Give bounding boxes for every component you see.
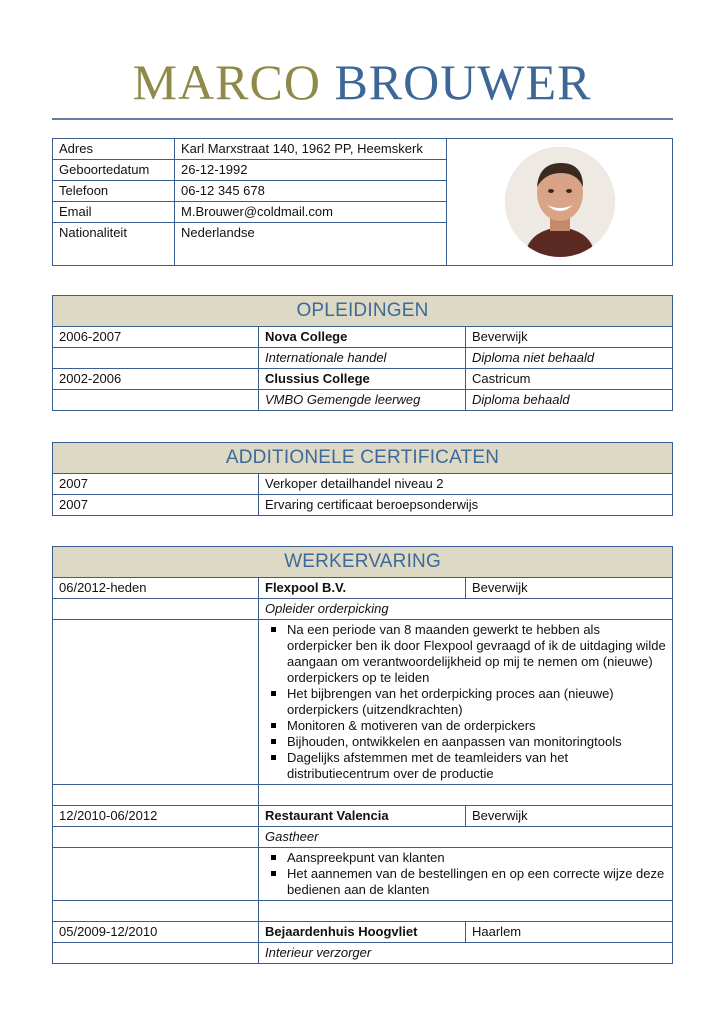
personal-value: Karl Marxstraat 140, 1962 PP, Heemskerk (175, 139, 447, 160)
personal-label: Telefoon (53, 181, 175, 202)
photo-cell (447, 139, 673, 266)
certificate-name: Verkoper detailhandel niveau 2 (259, 474, 673, 495)
job-tasks (259, 848, 673, 901)
empty-cell (53, 390, 259, 411)
candidate-name (0, 52, 724, 112)
certificate-year: 2007 (53, 474, 259, 495)
personal-value: 26-12-1992 (175, 160, 447, 181)
personal-label: Nationaliteit (53, 223, 175, 266)
job-place: Haarlem (466, 922, 673, 943)
job-company: Flexpool B.V. (259, 578, 466, 599)
personal-value: Nederlandse (175, 223, 447, 266)
education-result: Diploma niet behaald (466, 348, 673, 369)
education-place: Castricum (466, 369, 673, 390)
empty-cell (53, 348, 259, 369)
education-table (52, 295, 673, 411)
education-row (53, 390, 673, 411)
education-period: 2002-2006 (53, 369, 259, 390)
certificate-row (53, 474, 673, 495)
empty-cell (53, 827, 259, 848)
education-course: VMBO Gemengde leerweg (259, 390, 466, 411)
education-place: Beverwijk (466, 327, 673, 348)
empty-cell (53, 943, 259, 964)
task-item: Dagelijks afstemmen met de teamleiders van het distributiecentrum over de productie (287, 750, 666, 782)
personal-label: Email (53, 202, 175, 223)
job-tasks-row (53, 848, 673, 901)
job-period: 06/2012-heden (53, 578, 259, 599)
certificates-table (52, 442, 673, 516)
job-period: 05/2009-12/2010 (53, 922, 259, 943)
personal-label: Adres (53, 139, 175, 160)
section-header (53, 296, 673, 327)
education-course: Internationale handel (259, 348, 466, 369)
work-experience-table (52, 546, 673, 964)
job-role: Opleider orderpicking (259, 599, 673, 620)
empty-cell (53, 785, 259, 806)
job-place: Beverwijk (466, 806, 673, 827)
job-row (53, 827, 673, 848)
spacer-row (53, 901, 673, 922)
section-header (53, 547, 673, 578)
education-school: Clussius College (259, 369, 466, 390)
job-tasks-row (53, 620, 673, 785)
certificates-title: ADDITIONELE CERTIFICATEN (53, 443, 673, 474)
job-place: Beverwijk (466, 578, 673, 599)
empty-cell (259, 785, 673, 806)
job-company: Bejaardenhuis Hoogvliet (259, 922, 466, 943)
certificate-year: 2007 (53, 495, 259, 516)
job-role: Gastheer (259, 827, 673, 848)
empty-cell (53, 620, 259, 785)
personal-label: Geboortedatum (53, 160, 175, 181)
work-title: WERKERVARING (53, 547, 673, 578)
job-company: Restaurant Valencia (259, 806, 466, 827)
job-row (53, 578, 673, 599)
title-divider (52, 118, 673, 120)
portrait-icon (505, 147, 615, 257)
empty-cell (259, 901, 673, 922)
task-item: Het aannemen van de bestellingen en op een correcte wijze deze bedienen aan de klanten (287, 866, 665, 897)
education-period: 2006-2007 (53, 327, 259, 348)
job-row (53, 806, 673, 827)
certificate-row (53, 495, 673, 516)
task-list (265, 622, 666, 782)
education-row (53, 369, 673, 390)
task-item: Bijhouden, ontwikkelen en aanpassen van monitoringtools (287, 734, 666, 750)
task-list (265, 850, 666, 898)
job-role: Interieur verzorger (259, 943, 673, 964)
last-name: BROUWER (334, 54, 592, 110)
job-row (53, 943, 673, 964)
personal-row (53, 139, 673, 160)
job-row (53, 922, 673, 943)
empty-cell (53, 599, 259, 620)
personal-details-table (52, 138, 673, 266)
job-tasks (259, 620, 673, 785)
task-item: Het bijbrengen van het orderpicking proces aan (nieuwe) orderpickers (uitzendkrachten) (287, 686, 666, 718)
personal-value: 06-12 345 678 (175, 181, 447, 202)
empty-cell (53, 848, 259, 901)
spacer-row (53, 785, 673, 806)
task-item: Na een periode van 8 maanden gewerkt te hebben als orderpicker ben ik door Flexpool gevraagd of ik de uitdaging wilde aangaan om verantwoordelijkheid op mij te nemen om (nieuwe) orderpickers op te leiden (287, 622, 666, 685)
task-item: Monitoren & motiveren van de orderpickers (287, 718, 666, 734)
job-row (53, 599, 673, 620)
education-title: OPLEIDINGEN (53, 296, 673, 327)
education-row (53, 327, 673, 348)
education-row (53, 348, 673, 369)
profile-photo (505, 147, 615, 257)
education-result: Diploma behaald (466, 390, 673, 411)
education-school: Nova College (259, 327, 466, 348)
section-header (53, 443, 673, 474)
task-item: Aanspreekpunt van klanten (287, 850, 666, 866)
personal-value: M.Brouwer@coldmail.com (175, 202, 447, 223)
first-name: MARCO (132, 54, 321, 110)
empty-cell (53, 901, 259, 922)
job-period: 12/2010-06/2012 (53, 806, 259, 827)
certificate-name: Ervaring certificaat beroepsonderwijs (259, 495, 673, 516)
